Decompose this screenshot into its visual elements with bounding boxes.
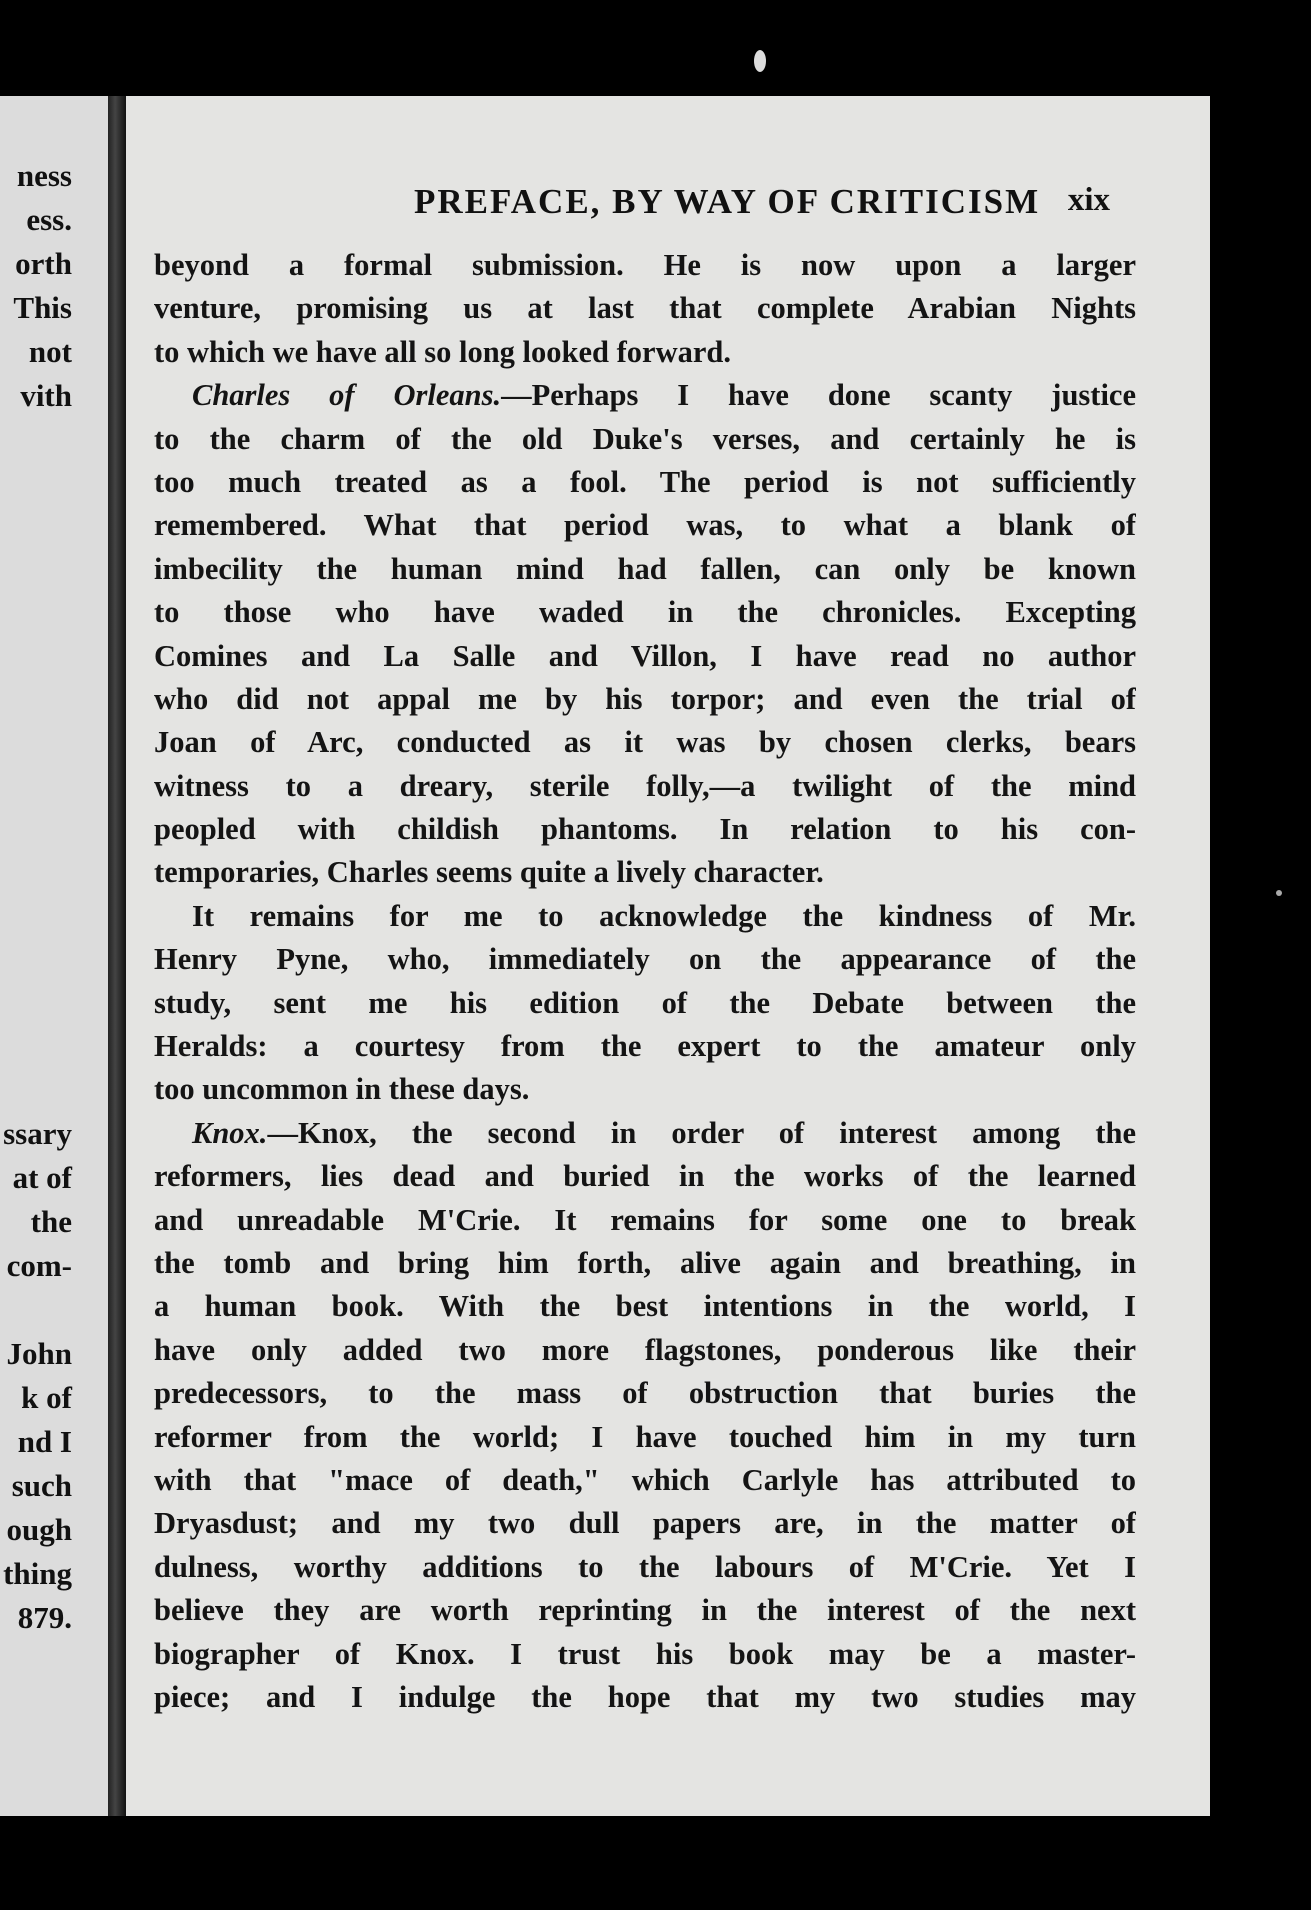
text-line: and unreadable M'Crie. It remains for some one to break (154, 1202, 1136, 1237)
text-line: remembered. What that period was, to what a blank of (154, 508, 1136, 543)
left-page-text-fragment: such (11, 1468, 72, 1503)
left-page-text-fragment: thing (3, 1556, 72, 1591)
left-page-text-fragment: the (30, 1204, 72, 1239)
left-page-text-fragment: ess. (26, 202, 72, 237)
book-gutter (108, 96, 126, 1816)
body-text (154, 244, 1136, 1719)
page-number: xix (1067, 182, 1110, 218)
left-page-text-fragment: nd I (17, 1424, 72, 1459)
text-line: imbecility the human mind had fallen, can only be known (154, 551, 1136, 586)
text-line: peopled with childish phantoms. In relation to his con- (154, 812, 1136, 847)
ink-blot (754, 50, 766, 72)
section-heading-italic: Knox. (192, 1115, 268, 1150)
running-head (290, 182, 1110, 226)
text-line: too uncommon in these days. (154, 1072, 530, 1107)
left-page-text-fragment: ness (16, 158, 72, 193)
left-page-text-fragment: ough (6, 1512, 72, 1547)
text-line-content: —Perhaps I have done scanty justice (501, 378, 1136, 413)
text-line: to those who have waded in the chronicles. Excepting (154, 595, 1136, 630)
text-line: the tomb and bring him forth, alive again and breathing, in (154, 1245, 1136, 1280)
text-line: witness to a dreary, sterile folly,—a twilight of the mind (154, 768, 1136, 803)
left-page-text-fragment: orth (15, 246, 72, 281)
left-page-text-fragment: at of (12, 1160, 72, 1195)
text-line: reformers, lies dead and buried in the works of the learned (154, 1159, 1136, 1194)
text-line: Henry Pyne, who, immediately on the appearance of the (154, 942, 1136, 977)
left-page-text-fragment: k of (21, 1380, 72, 1415)
text-line: predecessors, to the mass of obstruction that buries the (154, 1376, 1136, 1411)
text-line-content: —Knox, the second in order of interest among the (267, 1115, 1136, 1150)
text-line: reformer from the world; I have touched him in my turn (154, 1419, 1136, 1454)
text-line: too much treated as a fool. The period is not sufficiently (154, 464, 1136, 499)
left-page-text-fragment: This (13, 290, 72, 325)
left-page-text-fragment: ssary (3, 1116, 72, 1151)
left-page-text-fragment: 879. (17, 1600, 72, 1635)
text-line: study, sent me his edition of the Debate between the (154, 985, 1136, 1020)
text-line: Dryasdust; and my two dull papers are, in the matter of (154, 1506, 1136, 1541)
text-line: dulness, worthy additions to the labours of M'Crie. Yet I (154, 1549, 1136, 1584)
text-line: to the charm of the old Duke's verses, and certainly he is (154, 421, 1136, 456)
left-page-text-fragment: not (28, 334, 72, 369)
left-page-text-fragment: com- (6, 1248, 72, 1283)
scan-speck (1276, 890, 1282, 896)
text-line: It remains for me to acknowledge the kindness of Mr. (192, 898, 1136, 933)
left-page-text-fragment: vith (20, 378, 72, 413)
text-line: temporaries, Charles seems quite a lively character. (154, 855, 824, 890)
section-heading-italic: Charles of Orleans. (192, 378, 502, 413)
text-line: Joan of Arc, conducted as it was by chosen clerks, bears (154, 725, 1136, 760)
text-line: to which we have all so long looked forward. (154, 334, 731, 369)
running-head-title: PREFACE, BY WAY OF CRITICISM (414, 182, 1041, 221)
text-line: piece; and I indulge the hope that my two studies may (154, 1679, 1136, 1714)
left-page-text-fragment: John (6, 1336, 72, 1371)
text-line (154, 374, 1136, 417)
text-line: biographer of Knox. I trust his book may be a master- (154, 1636, 1136, 1671)
text-line: a human book. With the best intentions in the world, I (154, 1289, 1136, 1324)
text-line: Comines and La Salle and Villon, I have read no author (154, 638, 1136, 673)
text-line: beyond a formal submission. He is now upon a larger (154, 248, 1136, 282)
text-line: believe they are worth reprinting in the interest of the next (154, 1593, 1136, 1628)
text-line: venture, promising us at last that complete Arabian Nights (154, 291, 1136, 326)
text-line: have only added two more flagstones, ponderous like their (154, 1332, 1136, 1367)
text-line: with that "mace of death," which Carlyle has attributed to (154, 1462, 1136, 1497)
text-line: who did not appal me by his torpor; and even the trial of (154, 681, 1136, 716)
book-page (126, 96, 1210, 1816)
left-page-fragment (0, 96, 112, 1816)
text-line (154, 1112, 1136, 1155)
text-line: Heralds: a courtesy from the expert to the amateur only (154, 1029, 1136, 1064)
